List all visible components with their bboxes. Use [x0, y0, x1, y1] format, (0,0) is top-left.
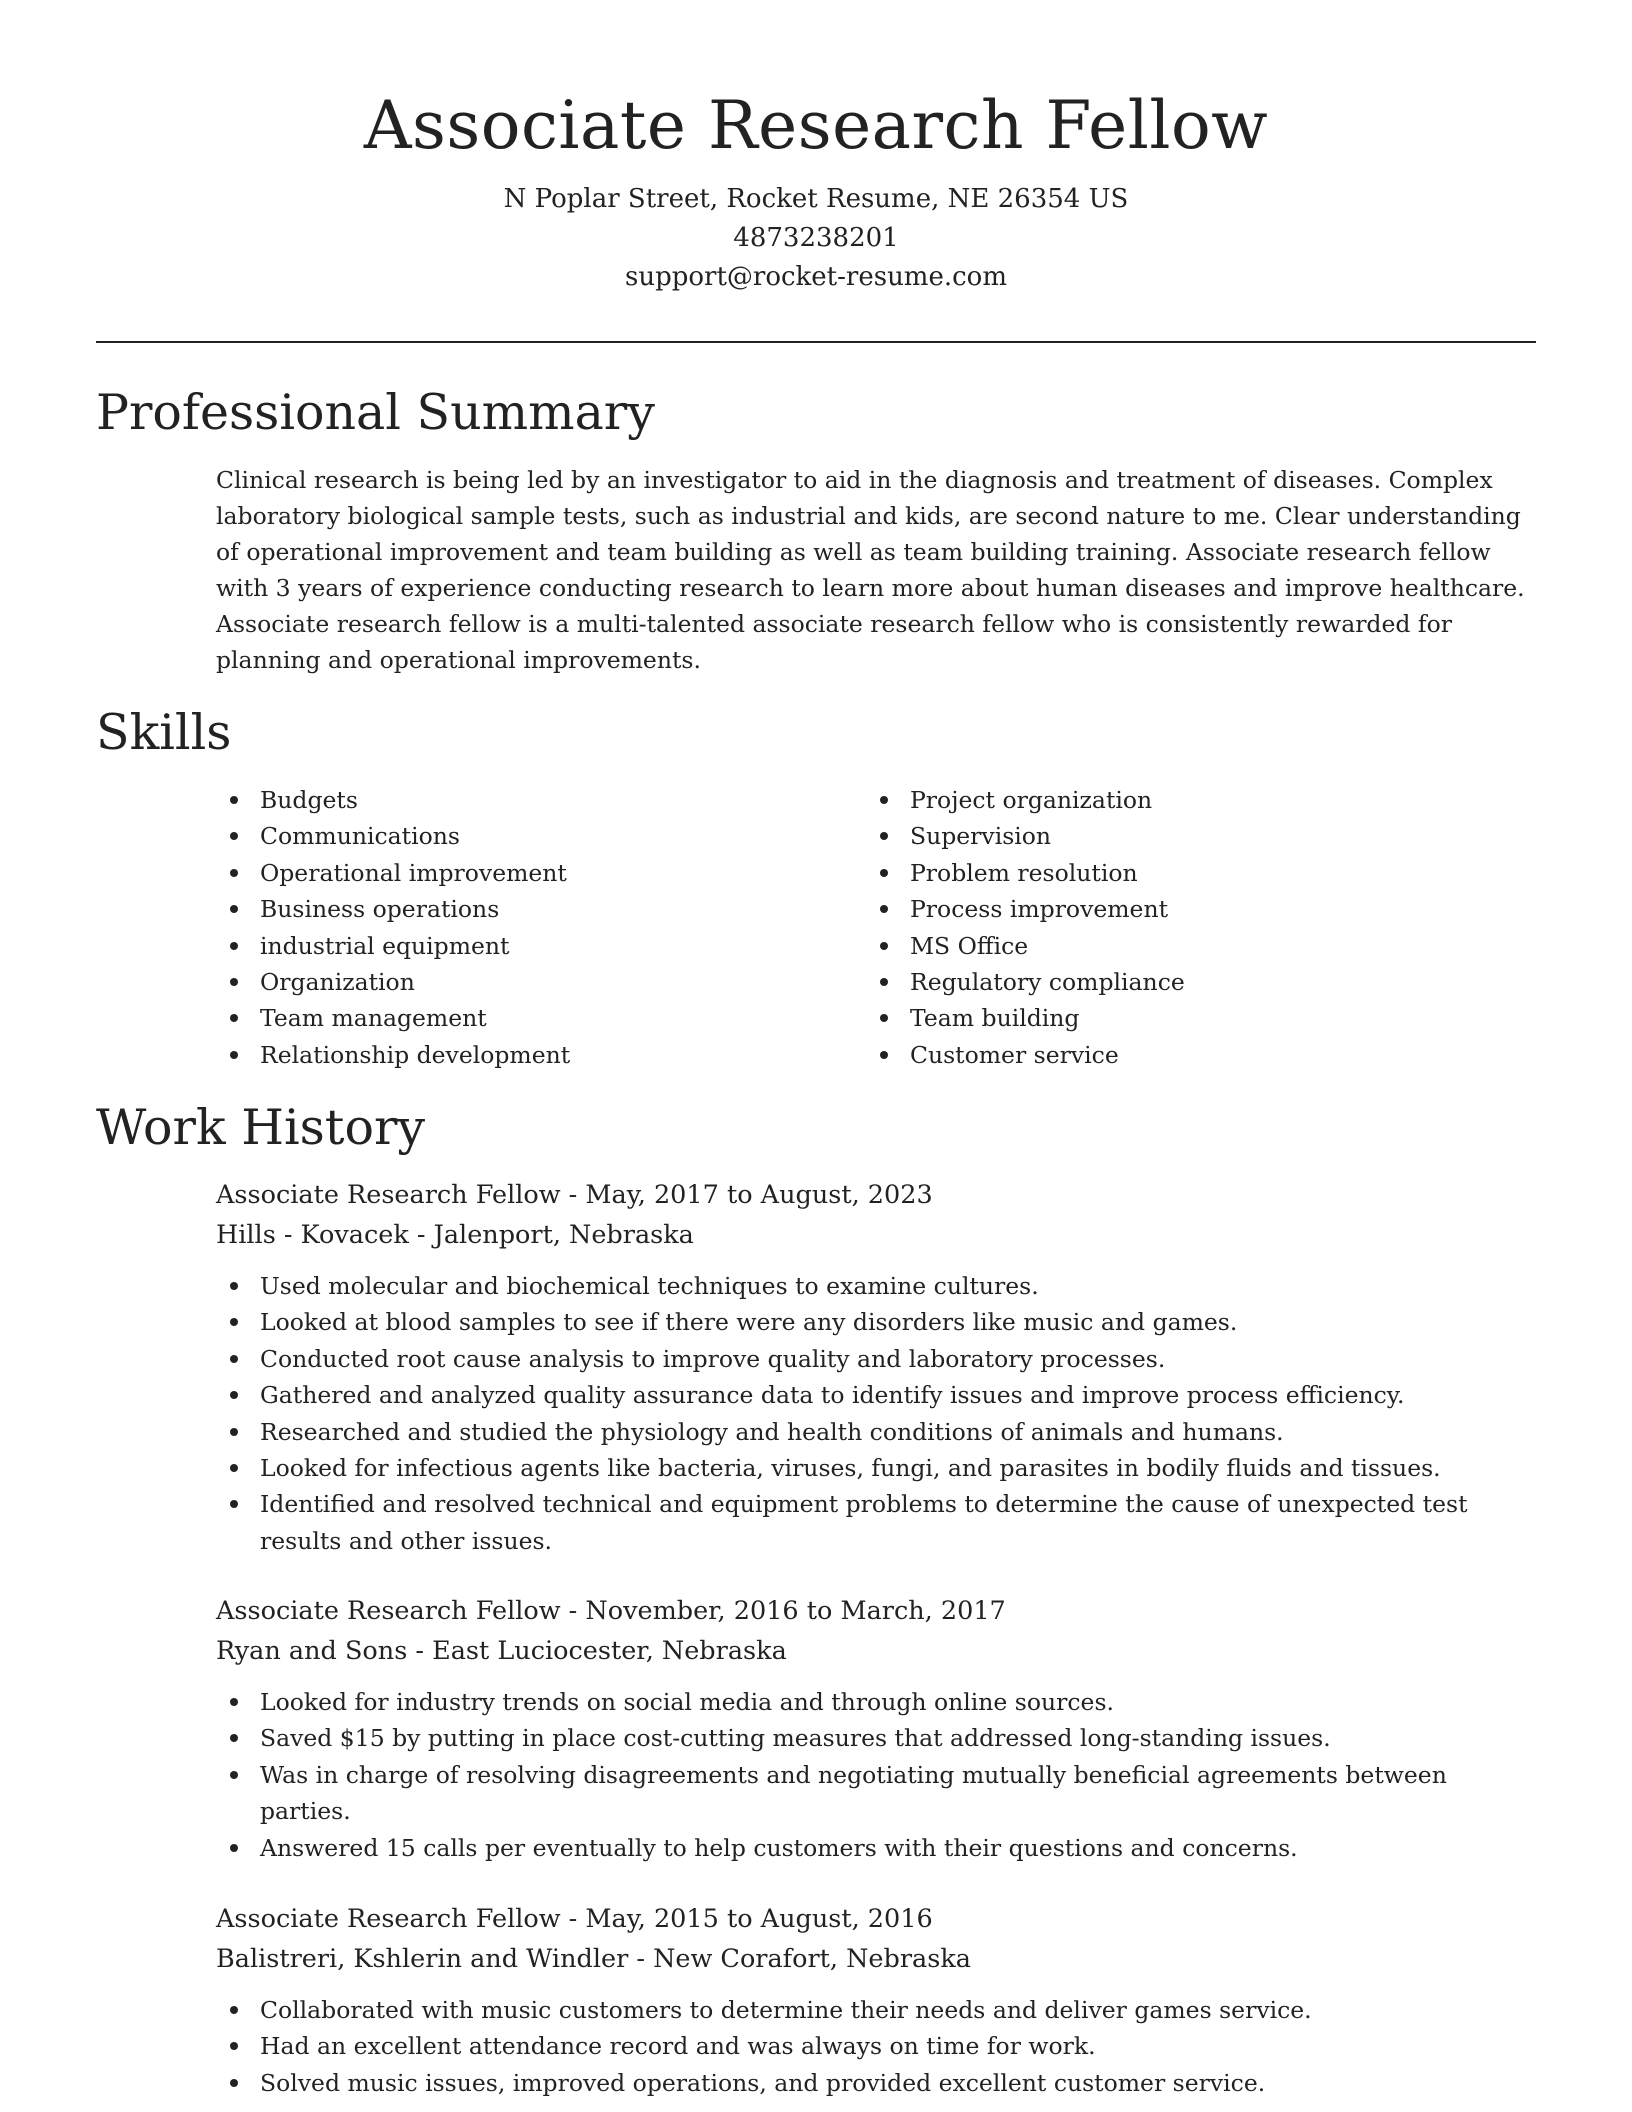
bullet-icon [230, 905, 238, 913]
bullet-text: Used molecular and biochemical techniques to examine cultures. [260, 1272, 1039, 1300]
resume-header [0, 0, 1632, 297]
job-entry [216, 1592, 1516, 1866]
bullet-icon [230, 1428, 238, 1436]
list-item [216, 1992, 1516, 2028]
bullet-icon [230, 1318, 238, 1326]
skill-item [866, 818, 1516, 854]
skill-label: MS Office [910, 931, 1029, 960]
bullet-text: Researched and studied the physiology and health conditions of animals and humans. [260, 1417, 1284, 1446]
bullet-text: Looked for infectious agents like bacteria, viruses, fungi, and parasites in bodily fluids and tissues. [260, 1454, 1441, 1483]
job-company: Balistreri, Kshlerin and Windler [216, 1943, 629, 1974]
skill-label: Customer service [910, 1040, 1119, 1069]
bullet-icon [230, 1014, 238, 1022]
bullet-icon [230, 1500, 238, 1508]
list-item [216, 1450, 1516, 1486]
bullet-text: Looked at blood samples to see if there were any disorders like music and games. [260, 1308, 1238, 1337]
skill-item [216, 782, 866, 818]
candidate-name: Associate Research Fellow [363, 87, 1269, 164]
list-item [216, 1304, 1516, 1340]
bullet-text: Looked for industry trends on social media and through online sources. [260, 1688, 1114, 1716]
bullet-icon [230, 1051, 238, 1059]
bullet-icon [880, 1051, 888, 1059]
skill-item [216, 1000, 866, 1036]
bullet-icon [230, 1734, 238, 1742]
bullet-icon [880, 905, 888, 913]
skill-item [216, 855, 866, 891]
bullet-text: Had an excellent attendance record and was always on time for work. [260, 2032, 1096, 2061]
bullet-icon [230, 796, 238, 804]
job-bullets [216, 1684, 1516, 1866]
bullet-text: Answered 15 calls per eventually to help customers with their questions and concerns. [260, 1833, 1298, 1862]
bullet-icon [230, 2042, 238, 2050]
list-item [216, 1341, 1516, 1377]
bullet-icon [880, 869, 888, 877]
skills-list [216, 782, 1536, 1073]
skill-item [866, 782, 1516, 818]
skill-label: Budgets [260, 786, 358, 814]
skill-label: Operational improvement [260, 858, 567, 887]
job-title: Associate Research Fellow [216, 1596, 561, 1626]
bullet-icon [230, 978, 238, 986]
job-company-line [216, 1940, 1516, 1980]
summary-text: Clinical research is being led by an investigator to aid in the diagnosis and treatment of diseases. Complex laboratory biological sample tests, such as industrial and kids, are second nature to me. Clear understanding of operational improvement and team building as well as team building training. Associate research fellow with 3 years of experience conducting research to learn more about human diseases and improve healthcare. Associate research fellow is a multi-talented associate research fellow who is consistently rewarded for planning and operational improvements. [216, 466, 1525, 674]
job-location: - East Luciocester, Nebraska [407, 1635, 787, 1666]
bullet-text: Was in charge of resolving disagreements and negotiating mutually beneficial agreements between parties. [260, 1760, 1447, 1826]
bullet-icon [880, 1014, 888, 1022]
skill-label: Project organization [910, 786, 1153, 814]
skill-item [866, 928, 1516, 964]
job-company: Hills - Kovacek [216, 1219, 409, 1250]
job-title: Associate Research Fellow [216, 1904, 561, 1934]
summary-heading: Professional Summary [96, 384, 655, 441]
bullet-icon [230, 1771, 238, 1779]
skill-item [866, 1000, 1516, 1036]
bullet-icon [880, 832, 888, 840]
list-item [216, 1684, 1516, 1720]
bullet-icon [230, 1282, 238, 1290]
bullet-icon [880, 796, 888, 804]
bullet-icon [230, 2079, 238, 2087]
email: support@rocket-resume.com [624, 262, 1007, 292]
skills-column-right [866, 782, 1516, 1073]
bullet-icon [230, 2006, 238, 2014]
skill-item [216, 818, 866, 854]
skill-item [866, 891, 1516, 927]
job-location: - Jalenport, Nebraska [408, 1219, 694, 1250]
skill-label: Process improvement [910, 895, 1169, 924]
bullet-text: Collaborated with music customers to determine their needs and deliver games service. [260, 1996, 1312, 2024]
skills-heading: Skills [96, 704, 232, 761]
skill-label: industrial equipment [260, 931, 510, 960]
list-item [216, 1377, 1516, 1413]
bullet-text: Saved $15 by putting in place cost-cutting measures that addressed long-standing issues. [260, 1724, 1331, 1753]
bullet-icon [230, 1355, 238, 1363]
bullet-text: Identified and resolved technical and equipment problems to determine the cause of unexpected test results and other issues. [260, 1490, 1468, 1555]
job-title-line [216, 1592, 1516, 1632]
skill-item [866, 1037, 1516, 1073]
phone: 4873238201 [733, 223, 899, 253]
skill-item [216, 964, 866, 1000]
list-item [216, 1414, 1516, 1450]
list-item [216, 1830, 1516, 1866]
bullet-icon [230, 1698, 238, 1706]
bullet-icon [230, 1844, 238, 1852]
job-company: Ryan and Sons [216, 1635, 408, 1666]
bullet-icon [230, 832, 238, 840]
skill-item [866, 855, 1516, 891]
job-dates: - May, 2015 to August, 2016 [560, 1904, 933, 1934]
list-item [216, 2065, 1516, 2101]
skill-label: Team management [260, 1004, 487, 1033]
bullet-text: Solved music issues, improved operations, and provided excellent customer service. [260, 2068, 1266, 2097]
skill-label: Team building [910, 1004, 1080, 1033]
skill-label: Regulatory compliance [910, 968, 1185, 997]
job-dates: - November, 2016 to March, 2017 [560, 1596, 1006, 1626]
skill-item [216, 928, 866, 964]
skills-column-left [216, 782, 866, 1073]
job-title: Associate Research Fellow [216, 1180, 561, 1210]
list-item [216, 1757, 1516, 1830]
work-history-heading: Work History [96, 1099, 426, 1156]
address: N Poplar Street, Rocket Resume, NE 26354 US [503, 184, 1129, 214]
contact-info [0, 180, 1632, 297]
skill-item [216, 1037, 866, 1073]
bullet-text: Conducted root cause analysis to improve quality and laboratory processes. [260, 1344, 1166, 1373]
skill-label: Problem resolution [910, 858, 1138, 887]
bullet-icon [230, 1391, 238, 1399]
job-company-line [216, 1632, 1516, 1672]
list-item [216, 1268, 1516, 1304]
list-item [216, 1720, 1516, 1756]
bullet-icon [880, 942, 888, 950]
bullet-icon [230, 1464, 238, 1472]
skill-label: Communications [260, 822, 460, 851]
bullet-icon [230, 869, 238, 877]
skill-item [216, 891, 866, 927]
skill-label: Relationship development [260, 1040, 571, 1069]
header-divider [96, 341, 1536, 343]
bullet-text: Gathered and analyzed quality assurance data to identify issues and improve process efficiency. [260, 1381, 1405, 1410]
job-entry [216, 1900, 1516, 2101]
job-title-line [216, 1176, 1516, 1216]
job-dates: - May, 2017 to August, 2023 [560, 1180, 933, 1210]
job-bullets [216, 1992, 1516, 2101]
skill-label: Supervision [910, 822, 1052, 851]
skill-item [866, 964, 1516, 1000]
bullet-icon [880, 978, 888, 986]
list-item [216, 1486, 1516, 1559]
job-title-line [216, 1900, 1516, 1940]
skill-label: Business operations [260, 895, 500, 924]
list-item [216, 2028, 1516, 2064]
skill-label: Organization [260, 968, 415, 997]
job-bullets [216, 1268, 1516, 1559]
job-location: - New Corafort, Nebraska [628, 1943, 971, 1974]
job-entry [216, 1176, 1516, 1559]
job-company-line [216, 1216, 1516, 1256]
bullet-icon [230, 942, 238, 950]
